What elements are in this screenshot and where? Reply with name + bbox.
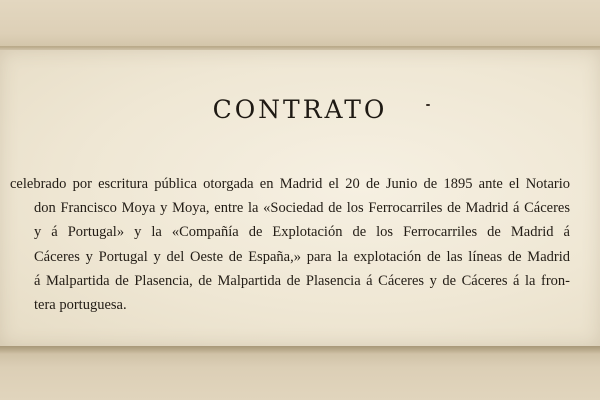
body-line-4: Cáceres y Portugal y del Oeste de España,» para la explotación de las líneas de Madrid [34, 248, 570, 265]
body-line-2: don Francisco Moya y Moya, entre la «Sociedad de los Ferrocarriles de Madrid á Cáceres [34, 200, 570, 217]
document-body [10, 172, 570, 317]
body-line-1: celebrado por escritura pública otorgada en Madrid el 20 de Junio de 1895 ante el Notario [10, 176, 570, 192]
document-title: CONTRATO [212, 95, 388, 124]
previous-page-strip [0, 0, 600, 48]
body-line-5: á Malpartida de Plasencia, de Malpartida de Plasencia á Cáceres y de Cáceres á la fron- [34, 272, 570, 289]
body-line-3: y á Portugal» y la «Compañía de Explotación de los Ferrocarriles de Madrid á [34, 224, 570, 241]
ink-speck [426, 104, 430, 106]
page-bottom-shadow [0, 346, 600, 354]
body-line-6: tera portuguesa. [34, 297, 127, 314]
next-page-strip [0, 346, 600, 400]
